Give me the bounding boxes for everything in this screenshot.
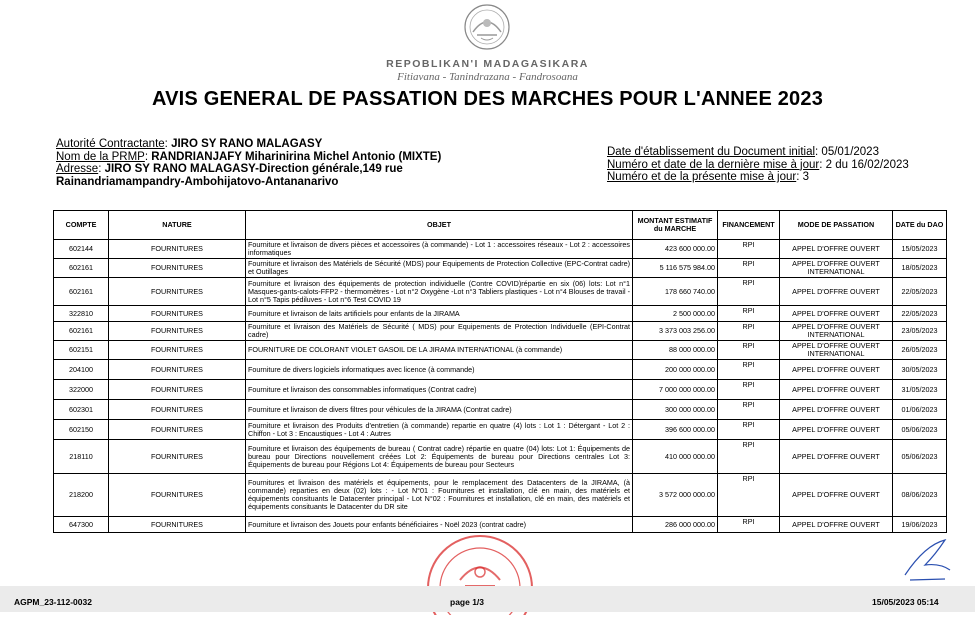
cell-compte: 602150 — [54, 420, 109, 440]
cell-mode: APPEL D'OFFRE OUVERT — [780, 420, 893, 440]
cell-montant: 178 660 740.00 — [633, 278, 718, 306]
cell-financement: RPI — [718, 380, 780, 400]
madagascar-emblem-seal — [459, 2, 515, 52]
cell-nature: FOURNITURES — [109, 400, 246, 420]
header-mode: MODE DE PASSATION — [780, 211, 893, 240]
cell-mode: APPEL D'OFFRE OUVERT — [780, 440, 893, 474]
cell-financement: RPI — [718, 474, 780, 517]
cell-nature: FOURNITURES — [109, 322, 246, 341]
cell-mode: APPEL D'OFFRE OUVERT — [780, 517, 893, 533]
cell-date: 30/05/2023 — [893, 360, 947, 380]
cell-montant: 300 000 000.00 — [633, 400, 718, 420]
cell-date: 23/05/2023 — [893, 322, 947, 341]
cell-nature: FOURNITURES — [109, 517, 246, 533]
cell-montant: 200 000 000.00 — [633, 360, 718, 380]
cell-date: 26/05/2023 — [893, 341, 947, 360]
cell-objet: Fourniture et livraison des équipements de bureau ( Contrat cadre) répartie en quatre (04) lots: Lot 1: Équipements de bureau pour Directions nouvellement créées Lot 2: Équipements de bureau pour Directions centrales Lot 3: Équipements de bureau pour Régions Lot 4: Équipements de bureau pour Secteurs — [246, 440, 633, 474]
cell-mode: APPEL D'OFFRE OUVERT INTERNATIONAL — [780, 322, 893, 341]
cell-financement: RPI — [718, 240, 780, 259]
cell-financement: RPI — [718, 322, 780, 341]
cell-mode: APPEL D'OFFRE OUVERT — [780, 360, 893, 380]
cell-nature: FOURNITURES — [109, 474, 246, 517]
cell-compte: 322810 — [54, 306, 109, 322]
cell-mode: APPEL D'OFFRE OUVERT INTERNATIONAL — [780, 259, 893, 278]
footer-page-number: page 1/3 — [450, 597, 485, 607]
cell-financement: RPI — [718, 259, 780, 278]
cell-mode: APPEL D'OFFRE OUVERT — [780, 380, 893, 400]
cell-date: 19/06/2023 — [893, 517, 947, 533]
cell-financement: RPI — [718, 517, 780, 533]
cell-compte: 204100 — [54, 360, 109, 380]
cell-objet: Fourniture et livraison des Matériels de Sécurité (MDS) pour Equipements de Protection Collective (EPC-Contrat cadre) et Outillages — [246, 259, 633, 278]
cell-objet: FOURNITURE DE COLORANT VIOLET GASOIL DE LA JIRAMA INTERNATIONAL (à commande) — [246, 341, 633, 360]
last-update-line: Numéro et date de la dernière mise à jour: 2 du 16/02/2023 — [607, 158, 909, 171]
cell-date: 18/05/2023 — [893, 259, 947, 278]
cell-compte: 218110 — [54, 440, 109, 474]
cell-montant: 423 600 000.00 — [633, 240, 718, 259]
cell-objet: Fourniture et livraison de laits artificiels pour enfants de la JIRAMA — [246, 306, 633, 322]
table-row — [54, 420, 947, 440]
cell-montant: 2 500 000.00 — [633, 306, 718, 322]
cell-objet: Fourniture de divers logiciels informatiques avec licence (à commande) — [246, 360, 633, 380]
cell-montant: 88 000 000.00 — [633, 341, 718, 360]
cell-compte: 602301 — [54, 400, 109, 420]
table-row — [54, 440, 947, 474]
cell-compte: 602161 — [54, 322, 109, 341]
cell-financement: RPI — [718, 360, 780, 380]
contracting-authority-info — [56, 138, 441, 188]
cell-financement: RPI — [718, 400, 780, 420]
table-header-row — [54, 211, 947, 240]
cell-mode: APPEL D'OFFRE OUVERT — [780, 240, 893, 259]
cell-nature: FOURNITURES — [109, 306, 246, 322]
table-row — [54, 400, 947, 420]
cell-objet: Fourniture et livraison de divers filtres pour véhicules de la JIRAMA (Contrat cadre) — [246, 400, 633, 420]
header-montant: MONTANT ESTIMATIF du MARCHE — [633, 211, 718, 240]
cell-nature: FOURNITURES — [109, 420, 246, 440]
table-row — [54, 322, 947, 341]
cell-nature: FOURNITURES — [109, 380, 246, 400]
cell-objet: Fourniture et livraison des Matériels de Sécurité ( MDS) pour Equipements de Protection Individuelle (EPI-Contrat cadre) — [246, 322, 633, 341]
cell-date: 15/05/2023 — [893, 240, 947, 259]
cell-nature: FOURNITURES — [109, 259, 246, 278]
cell-objet: Fourniture et livraison de divers pièces et accessoires (à commande) - Lot 1 : accessoires réseaux - Lot 2 : accessoires informatiques — [246, 240, 633, 259]
update-number-line: Numéro et de la présente mise à jour: 3 — [607, 171, 810, 183]
footer-reference: AGPM_23-112-0032 — [14, 597, 92, 607]
cell-date: 31/05/2023 — [893, 380, 947, 400]
date-initial-line: Date d'établissement du Document initial: 05/01/2023 — [607, 146, 879, 158]
cell-financement: RPI — [718, 278, 780, 306]
header-compte: COMPTE — [54, 211, 109, 240]
adresse-line-2: Rainandriamampandry-Ambohijatovo-Antananarivo — [56, 175, 339, 188]
cell-compte: 602144 — [54, 240, 109, 259]
cell-montant: 3 572 000 000.00 — [633, 474, 718, 517]
cell-montant: 3 373 003 256.00 — [633, 322, 718, 341]
footer-band — [0, 586, 975, 612]
page-title: AVIS GENERAL DE PASSATION DES MARCHES POUR L'ANNEE 2023 — [151, 88, 824, 110]
cell-financement: RPI — [718, 420, 780, 440]
cell-mode: APPEL D'OFFRE OUVERT — [780, 474, 893, 517]
header-date: DATE du DAO — [893, 211, 947, 240]
cell-date: 22/05/2023 — [893, 278, 947, 306]
cell-compte: 602161 — [54, 278, 109, 306]
cell-objet: Fourniture et livraison des Produits d'entretien (à commande) repartie en quatre (4) lots : Lot 1 : Détergant - Lot 2 : Chiffon - Lot 3 : Encaustiques - Lot 4 : Autres — [246, 420, 633, 440]
footer-timestamp: 15/05/2023 05:14 — [872, 597, 939, 607]
cell-financement: RPI — [718, 440, 780, 474]
cell-montant: 410 000 000.00 — [633, 440, 718, 474]
cell-mode: APPEL D'OFFRE OUVERT — [780, 400, 893, 420]
cell-nature: FOURNITURES — [109, 278, 246, 306]
cell-nature: FOURNITURES — [109, 440, 246, 474]
table-row — [54, 259, 947, 278]
table-row — [54, 474, 947, 517]
prmp-line: Nom de la PRMP: RANDRIANJAFY Miharinirina Michel Antonio (MIXTE) — [56, 150, 442, 163]
cell-date: 05/06/2023 — [893, 420, 947, 440]
cell-date: 05/06/2023 — [893, 440, 947, 474]
cell-objet: Fournitures et livraison des matériels et équipements, pour le remplacement des Datacenters de la JIRAMA, (à commande) reparties en deux (02) lots : - Lot N°01 : Fournitures et installation, clé en main, des matériels et équipements consituants le Datacenter principal - Lot N°02 : Fournitures et installation, clé en main, des matériels et équipements consituants le Datacenter du DR site — [246, 474, 633, 517]
cell-compte: 322000 — [54, 380, 109, 400]
header-financement: FINANCEMENT — [718, 211, 780, 240]
table-row — [54, 341, 947, 360]
cell-mode: APPEL D'OFFRE OUVERT INTERNATIONAL — [780, 341, 893, 360]
cell-montant: 7 000 000 000.00 — [633, 380, 718, 400]
document-dates-info — [607, 146, 909, 184]
cell-financement: RPI — [718, 341, 780, 360]
table-row — [54, 240, 947, 259]
cell-montant: 396 600 000.00 — [633, 420, 718, 440]
cell-date: 08/06/2023 — [893, 474, 947, 517]
table-row — [54, 278, 947, 306]
cell-mode: APPEL D'OFFRE OUVERT — [780, 306, 893, 322]
header-objet: OBJET — [246, 211, 633, 240]
cell-objet: Fourniture et livraison des équipements de protection individuelle (Contre COVID)répartie en six (06) lots: Lot n°1 Masques-gants-calots-FFP2 - thermomètres - Lot n°2 Oxygène -Lot n°3 Tabliers plastiques - Lot n°4 Blouses de travail -Lot n°5 Tapis pédiluves - Lot n°6 Test COVID 19 — [246, 278, 633, 306]
national-motto: Fitiavana - Tanindrazana - Fandrosoana — [397, 71, 578, 83]
cell-date: 01/06/2023 — [893, 400, 947, 420]
procurement-table — [53, 210, 947, 533]
adresse-line: Adresse: JIRO SY RANO MALAGASY-Direction générale,149 rue — [56, 163, 403, 175]
table-row — [54, 306, 947, 322]
cell-date: 22/05/2023 — [893, 306, 947, 322]
cell-montant: 5 116 575 984.00 — [633, 259, 718, 278]
cell-compte: 647300 — [54, 517, 109, 533]
table-row — [54, 380, 947, 400]
cell-objet: Fourniture et livraison des Jouets pour enfants bénéficiaires - Noël 2023 (contrat cadre) — [246, 517, 633, 533]
header-nature: NATURE — [109, 211, 246, 240]
cell-objet: Fourniture et livraison des consommables informatiques (Contrat cadre) — [246, 380, 633, 400]
cell-nature: FOURNITURES — [109, 341, 246, 360]
signature — [895, 535, 955, 585]
republic-name: REPOBLIKAN'I MADAGASIKARA — [386, 58, 589, 70]
autorite-line: Autorité Contractante: JIRO SY RANO MALAGASY — [56, 138, 323, 150]
cell-montant: 286 000 000.00 — [633, 517, 718, 533]
cell-mode: APPEL D'OFFRE OUVERT — [780, 278, 893, 306]
cell-compte: 218200 — [54, 474, 109, 517]
cell-compte: 602151 — [54, 341, 109, 360]
cell-nature: FOURNITURES — [109, 240, 246, 259]
cell-compte: 602161 — [54, 259, 109, 278]
cell-nature: FOURNITURES — [109, 360, 246, 380]
table-row — [54, 360, 947, 380]
cell-financement: RPI — [718, 306, 780, 322]
